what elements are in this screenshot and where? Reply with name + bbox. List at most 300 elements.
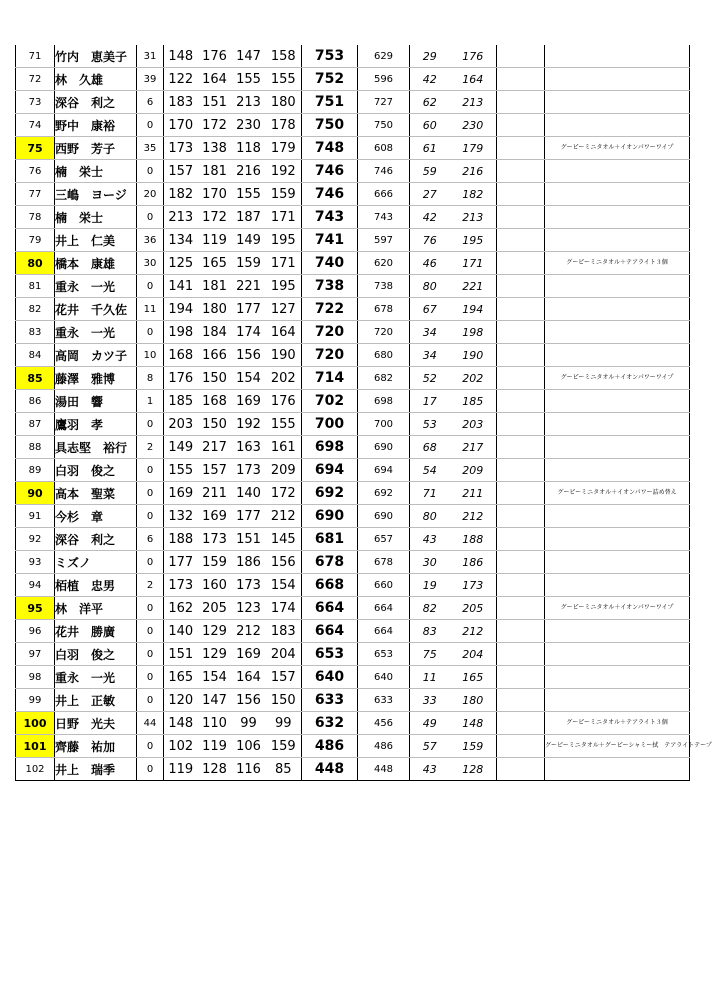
- rank-cell: 100: [16, 712, 55, 735]
- game-3-score: 212: [232, 620, 266, 643]
- scratch-score: 666: [358, 183, 410, 206]
- game-3-score: 151: [232, 528, 266, 551]
- game-2-score: 165: [198, 252, 232, 275]
- game-2-score: 110: [198, 712, 232, 735]
- game-1-score: 141: [164, 275, 198, 298]
- game-2-score: 129: [198, 643, 232, 666]
- rank-cell: 71: [16, 45, 55, 68]
- game-1-score: 149: [164, 436, 198, 459]
- blank-cell: [497, 252, 545, 275]
- game-2-score: 138: [198, 137, 232, 160]
- blank-cell: [497, 413, 545, 436]
- table-row: [16, 298, 690, 321]
- prize-cell: [545, 390, 690, 413]
- column-value-a: 46: [410, 252, 450, 275]
- game-2-score: 119: [198, 735, 232, 758]
- table-row: [16, 137, 690, 160]
- total-score: 700: [302, 413, 358, 436]
- column-value-a: 80: [410, 275, 450, 298]
- game-3-score: 106: [232, 735, 266, 758]
- game-1-score: 148: [164, 45, 198, 68]
- handicap-cell: 44: [137, 712, 164, 735]
- table-row: [16, 436, 690, 459]
- player-name: 白羽 俊之: [55, 643, 137, 666]
- handicap-cell: 0: [137, 597, 164, 620]
- table-row: [16, 91, 690, 114]
- handicap-cell: 8: [137, 367, 164, 390]
- total-score: 694: [302, 459, 358, 482]
- prize-cell: [545, 436, 690, 459]
- prize-cell: グーピーミニタオル＋テアライト３個: [545, 252, 690, 275]
- rank-cell: 92: [16, 528, 55, 551]
- game-2-score: 180: [198, 298, 232, 321]
- rank-cell: 76: [16, 160, 55, 183]
- player-name: 重永 一光: [55, 275, 137, 298]
- total-score: 692: [302, 482, 358, 505]
- column-value-a: 80: [410, 505, 450, 528]
- blank-cell: [497, 735, 545, 758]
- total-score: 448: [302, 758, 358, 781]
- player-name: 野中 康裕: [55, 114, 137, 137]
- prize-cell: [545, 160, 690, 183]
- column-value-a: 68: [410, 436, 450, 459]
- game-2-score: 169: [198, 505, 232, 528]
- prize-cell: [545, 298, 690, 321]
- game-3-score: 154: [232, 367, 266, 390]
- handicap-cell: 0: [137, 620, 164, 643]
- scratch-score: 682: [358, 367, 410, 390]
- game-1-score: 183: [164, 91, 198, 114]
- table-row: [16, 689, 690, 712]
- game-2-score: 184: [198, 321, 232, 344]
- handicap-cell: 2: [137, 436, 164, 459]
- player-name: 花井 千久佐: [55, 298, 137, 321]
- game-3-score: 140: [232, 482, 266, 505]
- game-4-score: 204: [266, 643, 302, 666]
- game-3-score: 147: [232, 45, 266, 68]
- table-row: [16, 482, 690, 505]
- prize-cell: グーピーミニタオル＋イオンパワーワイプ: [545, 367, 690, 390]
- table-row: [16, 528, 690, 551]
- player-name: 深谷 利之: [55, 91, 137, 114]
- scratch-score: 456: [358, 712, 410, 735]
- handicap-cell: 31: [137, 45, 164, 68]
- rank-cell: 91: [16, 505, 55, 528]
- game-4-score: 183: [266, 620, 302, 643]
- handicap-cell: 2: [137, 574, 164, 597]
- game-1-score: 194: [164, 298, 198, 321]
- handicap-cell: 0: [137, 459, 164, 482]
- game-3-score: 173: [232, 574, 266, 597]
- prize-cell: [545, 321, 690, 344]
- rank-cell: 74: [16, 114, 55, 137]
- column-value-a: 67: [410, 298, 450, 321]
- handicap-cell: 0: [137, 758, 164, 781]
- handicap-cell: 11: [137, 298, 164, 321]
- rank-cell: 88: [16, 436, 55, 459]
- column-value-a: 75: [410, 643, 450, 666]
- column-value-a: 30: [410, 551, 450, 574]
- scratch-score: 690: [358, 505, 410, 528]
- column-value-b: 203: [450, 413, 497, 436]
- scratch-score: 750: [358, 114, 410, 137]
- blank-cell: [497, 298, 545, 321]
- game-4-score: 157: [266, 666, 302, 689]
- column-value-b: 221: [450, 275, 497, 298]
- player-name: 竹内 恵美子: [55, 45, 137, 68]
- game-1-score: 140: [164, 620, 198, 643]
- game-4-score: 159: [266, 183, 302, 206]
- game-4-score: 156: [266, 551, 302, 574]
- prize-cell: [545, 551, 690, 574]
- column-value-b: 180: [450, 689, 497, 712]
- game-3-score: 187: [232, 206, 266, 229]
- prize-cell: グーピーミニタオル＋イオンパワー詰め替え: [545, 482, 690, 505]
- total-score: 664: [302, 597, 358, 620]
- game-3-score: 159: [232, 252, 266, 275]
- handicap-cell: 0: [137, 206, 164, 229]
- total-score: 741: [302, 229, 358, 252]
- game-2-score: 181: [198, 160, 232, 183]
- game-2-score: 181: [198, 275, 232, 298]
- total-score: 698: [302, 436, 358, 459]
- player-name: 高岡 カツ子: [55, 344, 137, 367]
- rank-cell: 96: [16, 620, 55, 643]
- column-value-b: 148: [450, 712, 497, 735]
- game-2-score: 150: [198, 367, 232, 390]
- table-row: [16, 620, 690, 643]
- game-3-score: 164: [232, 666, 266, 689]
- handicap-cell: 0: [137, 114, 164, 137]
- game-1-score: 155: [164, 459, 198, 482]
- column-value-a: 82: [410, 597, 450, 620]
- blank-cell: [497, 68, 545, 91]
- scratch-score: 597: [358, 229, 410, 252]
- scratch-score: 727: [358, 91, 410, 114]
- column-value-a: 34: [410, 321, 450, 344]
- prize-cell: [545, 45, 690, 68]
- column-value-a: 76: [410, 229, 450, 252]
- rank-cell: 90: [16, 482, 55, 505]
- game-1-score: 119: [164, 758, 198, 781]
- rank-cell: 81: [16, 275, 55, 298]
- table-row: [16, 666, 690, 689]
- table-row: [16, 183, 690, 206]
- game-4-score: 154: [266, 574, 302, 597]
- blank-cell: [497, 367, 545, 390]
- total-score: 714: [302, 367, 358, 390]
- game-4-score: 155: [266, 68, 302, 91]
- blank-cell: [497, 91, 545, 114]
- column-value-a: 83: [410, 620, 450, 643]
- total-score: 748: [302, 137, 358, 160]
- column-value-a: 27: [410, 183, 450, 206]
- player-name: 今杉 章: [55, 505, 137, 528]
- blank-cell: [497, 183, 545, 206]
- game-2-score: 151: [198, 91, 232, 114]
- player-name: 花井 勝廣: [55, 620, 137, 643]
- blank-cell: [497, 114, 545, 137]
- game-1-score: 182: [164, 183, 198, 206]
- game-2-score: 119: [198, 229, 232, 252]
- game-1-score: 188: [164, 528, 198, 551]
- column-value-a: 43: [410, 758, 450, 781]
- handicap-cell: 0: [137, 413, 164, 436]
- scratch-score: 738: [358, 275, 410, 298]
- column-value-a: 43: [410, 528, 450, 551]
- game-1-score: 165: [164, 666, 198, 689]
- blank-cell: [497, 206, 545, 229]
- column-value-a: 53: [410, 413, 450, 436]
- game-1-score: 213: [164, 206, 198, 229]
- player-name: 楠 栄士: [55, 160, 137, 183]
- game-2-score: 172: [198, 206, 232, 229]
- column-value-a: 42: [410, 68, 450, 91]
- column-value-b: 195: [450, 229, 497, 252]
- player-name: 重永 一光: [55, 666, 137, 689]
- game-4-score: 164: [266, 321, 302, 344]
- blank-cell: [497, 275, 545, 298]
- column-value-a: 62: [410, 91, 450, 114]
- total-score: 720: [302, 321, 358, 344]
- column-value-b: 165: [450, 666, 497, 689]
- prize-cell: [545, 206, 690, 229]
- scratch-score: 680: [358, 344, 410, 367]
- game-2-score: 168: [198, 390, 232, 413]
- game-3-score: 230: [232, 114, 266, 137]
- game-3-score: 221: [232, 275, 266, 298]
- blank-cell: [497, 597, 545, 620]
- prize-cell: [545, 275, 690, 298]
- game-4-score: 195: [266, 229, 302, 252]
- game-4-score: 178: [266, 114, 302, 137]
- prize-cell: [545, 344, 690, 367]
- game-4-score: 212: [266, 505, 302, 528]
- handicap-cell: 6: [137, 91, 164, 114]
- rank-cell: 89: [16, 459, 55, 482]
- game-2-score: 150: [198, 413, 232, 436]
- game-3-score: 192: [232, 413, 266, 436]
- table-row: [16, 390, 690, 413]
- game-2-score: 157: [198, 459, 232, 482]
- table-row: [16, 413, 690, 436]
- game-2-score: 176: [198, 45, 232, 68]
- table-row: [16, 206, 690, 229]
- scratch-score: 743: [358, 206, 410, 229]
- player-name: 林 洋平: [55, 597, 137, 620]
- game-3-score: 177: [232, 298, 266, 321]
- total-score: 633: [302, 689, 358, 712]
- rank-cell: 72: [16, 68, 55, 91]
- column-value-b: 171: [450, 252, 497, 275]
- column-value-b: 190: [450, 344, 497, 367]
- game-1-score: 122: [164, 68, 198, 91]
- rank-cell: 79: [16, 229, 55, 252]
- column-value-a: 34: [410, 344, 450, 367]
- rank-cell: 95: [16, 597, 55, 620]
- blank-cell: [497, 45, 545, 68]
- scratch-score: 694: [358, 459, 410, 482]
- game-1-score: 173: [164, 574, 198, 597]
- total-score: 740: [302, 252, 358, 275]
- column-value-b: 213: [450, 206, 497, 229]
- total-score: 720: [302, 344, 358, 367]
- scratch-score: 608: [358, 137, 410, 160]
- column-value-b: 211: [450, 482, 497, 505]
- table-row: [16, 45, 690, 68]
- rank-cell: 78: [16, 206, 55, 229]
- column-value-b: 194: [450, 298, 497, 321]
- scratch-score: 678: [358, 298, 410, 321]
- game-3-score: 169: [232, 643, 266, 666]
- game-2-score: 173: [198, 528, 232, 551]
- column-value-a: 60: [410, 114, 450, 137]
- table-row: [16, 321, 690, 344]
- scratch-score: 633: [358, 689, 410, 712]
- column-value-b: 216: [450, 160, 497, 183]
- player-name: 楠 栄士: [55, 206, 137, 229]
- total-score: 743: [302, 206, 358, 229]
- blank-cell: [497, 160, 545, 183]
- rank-cell: 98: [16, 666, 55, 689]
- player-name: 三嶋 ヨージ: [55, 183, 137, 206]
- player-name: 井上 正敏: [55, 689, 137, 712]
- game-1-score: 162: [164, 597, 198, 620]
- game-4-score: 209: [266, 459, 302, 482]
- table-row: [16, 68, 690, 91]
- game-3-score: 174: [232, 321, 266, 344]
- handicap-cell: 39: [137, 68, 164, 91]
- game-1-score: 148: [164, 712, 198, 735]
- blank-cell: [497, 574, 545, 597]
- column-value-a: 57: [410, 735, 450, 758]
- prize-cell: [545, 413, 690, 436]
- scratch-score: 596: [358, 68, 410, 91]
- player-name: 西野 芳子: [55, 137, 137, 160]
- column-value-b: 202: [450, 367, 497, 390]
- blank-cell: [497, 551, 545, 574]
- game-3-score: 186: [232, 551, 266, 574]
- game-4-score: 99: [266, 712, 302, 735]
- rank-cell: 77: [16, 183, 55, 206]
- game-4-score: 174: [266, 597, 302, 620]
- player-name: 具志堅 裕行: [55, 436, 137, 459]
- handicap-cell: 0: [137, 735, 164, 758]
- column-value-b: 230: [450, 114, 497, 137]
- game-2-score: 166: [198, 344, 232, 367]
- total-score: 746: [302, 183, 358, 206]
- game-1-score: 168: [164, 344, 198, 367]
- column-value-b: 186: [450, 551, 497, 574]
- prize-cell: [545, 528, 690, 551]
- table-row: [16, 459, 690, 482]
- game-3-score: 156: [232, 689, 266, 712]
- scratch-score: 664: [358, 597, 410, 620]
- column-value-a: 19: [410, 574, 450, 597]
- game-4-score: 161: [266, 436, 302, 459]
- column-value-b: 212: [450, 620, 497, 643]
- column-value-a: 17: [410, 390, 450, 413]
- scratch-score: 448: [358, 758, 410, 781]
- table-row: [16, 114, 690, 137]
- game-2-score: 129: [198, 620, 232, 643]
- score-table: [15, 45, 712, 781]
- total-score: 751: [302, 91, 358, 114]
- column-value-b: 185: [450, 390, 497, 413]
- prize-cell: グーピーミニタオル＋イオンパワーワイプ: [545, 597, 690, 620]
- game-4-score: 127: [266, 298, 302, 321]
- table-row: [16, 505, 690, 528]
- game-4-score: 145: [266, 528, 302, 551]
- table-row: [16, 712, 690, 735]
- game-3-score: 149: [232, 229, 266, 252]
- blank-cell: [497, 390, 545, 413]
- prize-cell: [545, 620, 690, 643]
- handicap-cell: 0: [137, 666, 164, 689]
- prize-cell: [545, 91, 690, 114]
- player-name: ミズノ: [55, 551, 137, 574]
- game-3-score: 177: [232, 505, 266, 528]
- prize-cell: グーピーミニタオル＋テアライト３個: [545, 712, 690, 735]
- total-score: 486: [302, 735, 358, 758]
- game-3-score: 156: [232, 344, 266, 367]
- handicap-cell: 10: [137, 344, 164, 367]
- total-score: 678: [302, 551, 358, 574]
- handicap-cell: 6: [137, 528, 164, 551]
- rank-cell: 84: [16, 344, 55, 367]
- prize-cell: [545, 689, 690, 712]
- player-name: 林 久雄: [55, 68, 137, 91]
- table-row: [16, 275, 690, 298]
- game-2-score: 205: [198, 597, 232, 620]
- column-value-a: 59: [410, 160, 450, 183]
- game-1-score: 134: [164, 229, 198, 252]
- game-1-score: 173: [164, 137, 198, 160]
- column-value-b: 205: [450, 597, 497, 620]
- scratch-score: 640: [358, 666, 410, 689]
- blank-cell: [497, 137, 545, 160]
- table-row: [16, 735, 690, 758]
- column-value-a: 52: [410, 367, 450, 390]
- player-name: 重永 一光: [55, 321, 137, 344]
- scratch-score: 653: [358, 643, 410, 666]
- game-1-score: 151: [164, 643, 198, 666]
- rank-cell: 94: [16, 574, 55, 597]
- player-name: 高本 聖菜: [55, 482, 137, 505]
- game-2-score: 154: [198, 666, 232, 689]
- player-name: 栢植 忠男: [55, 574, 137, 597]
- player-name: 井上 仁美: [55, 229, 137, 252]
- column-value-a: 33: [410, 689, 450, 712]
- blank-cell: [497, 344, 545, 367]
- prize-cell: [545, 68, 690, 91]
- player-name: 白羽 俊之: [55, 459, 137, 482]
- rank-cell: 99: [16, 689, 55, 712]
- table-row: [16, 643, 690, 666]
- game-1-score: 176: [164, 367, 198, 390]
- game-4-score: 150: [266, 689, 302, 712]
- scratch-score: 664: [358, 620, 410, 643]
- blank-cell: [497, 229, 545, 252]
- total-score: 752: [302, 68, 358, 91]
- prize-cell: [545, 183, 690, 206]
- game-2-score: 217: [198, 436, 232, 459]
- game-1-score: 185: [164, 390, 198, 413]
- scratch-score: 678: [358, 551, 410, 574]
- rank-cell: 101: [16, 735, 55, 758]
- player-name: 橋本 康雄: [55, 252, 137, 275]
- game-3-score: 155: [232, 68, 266, 91]
